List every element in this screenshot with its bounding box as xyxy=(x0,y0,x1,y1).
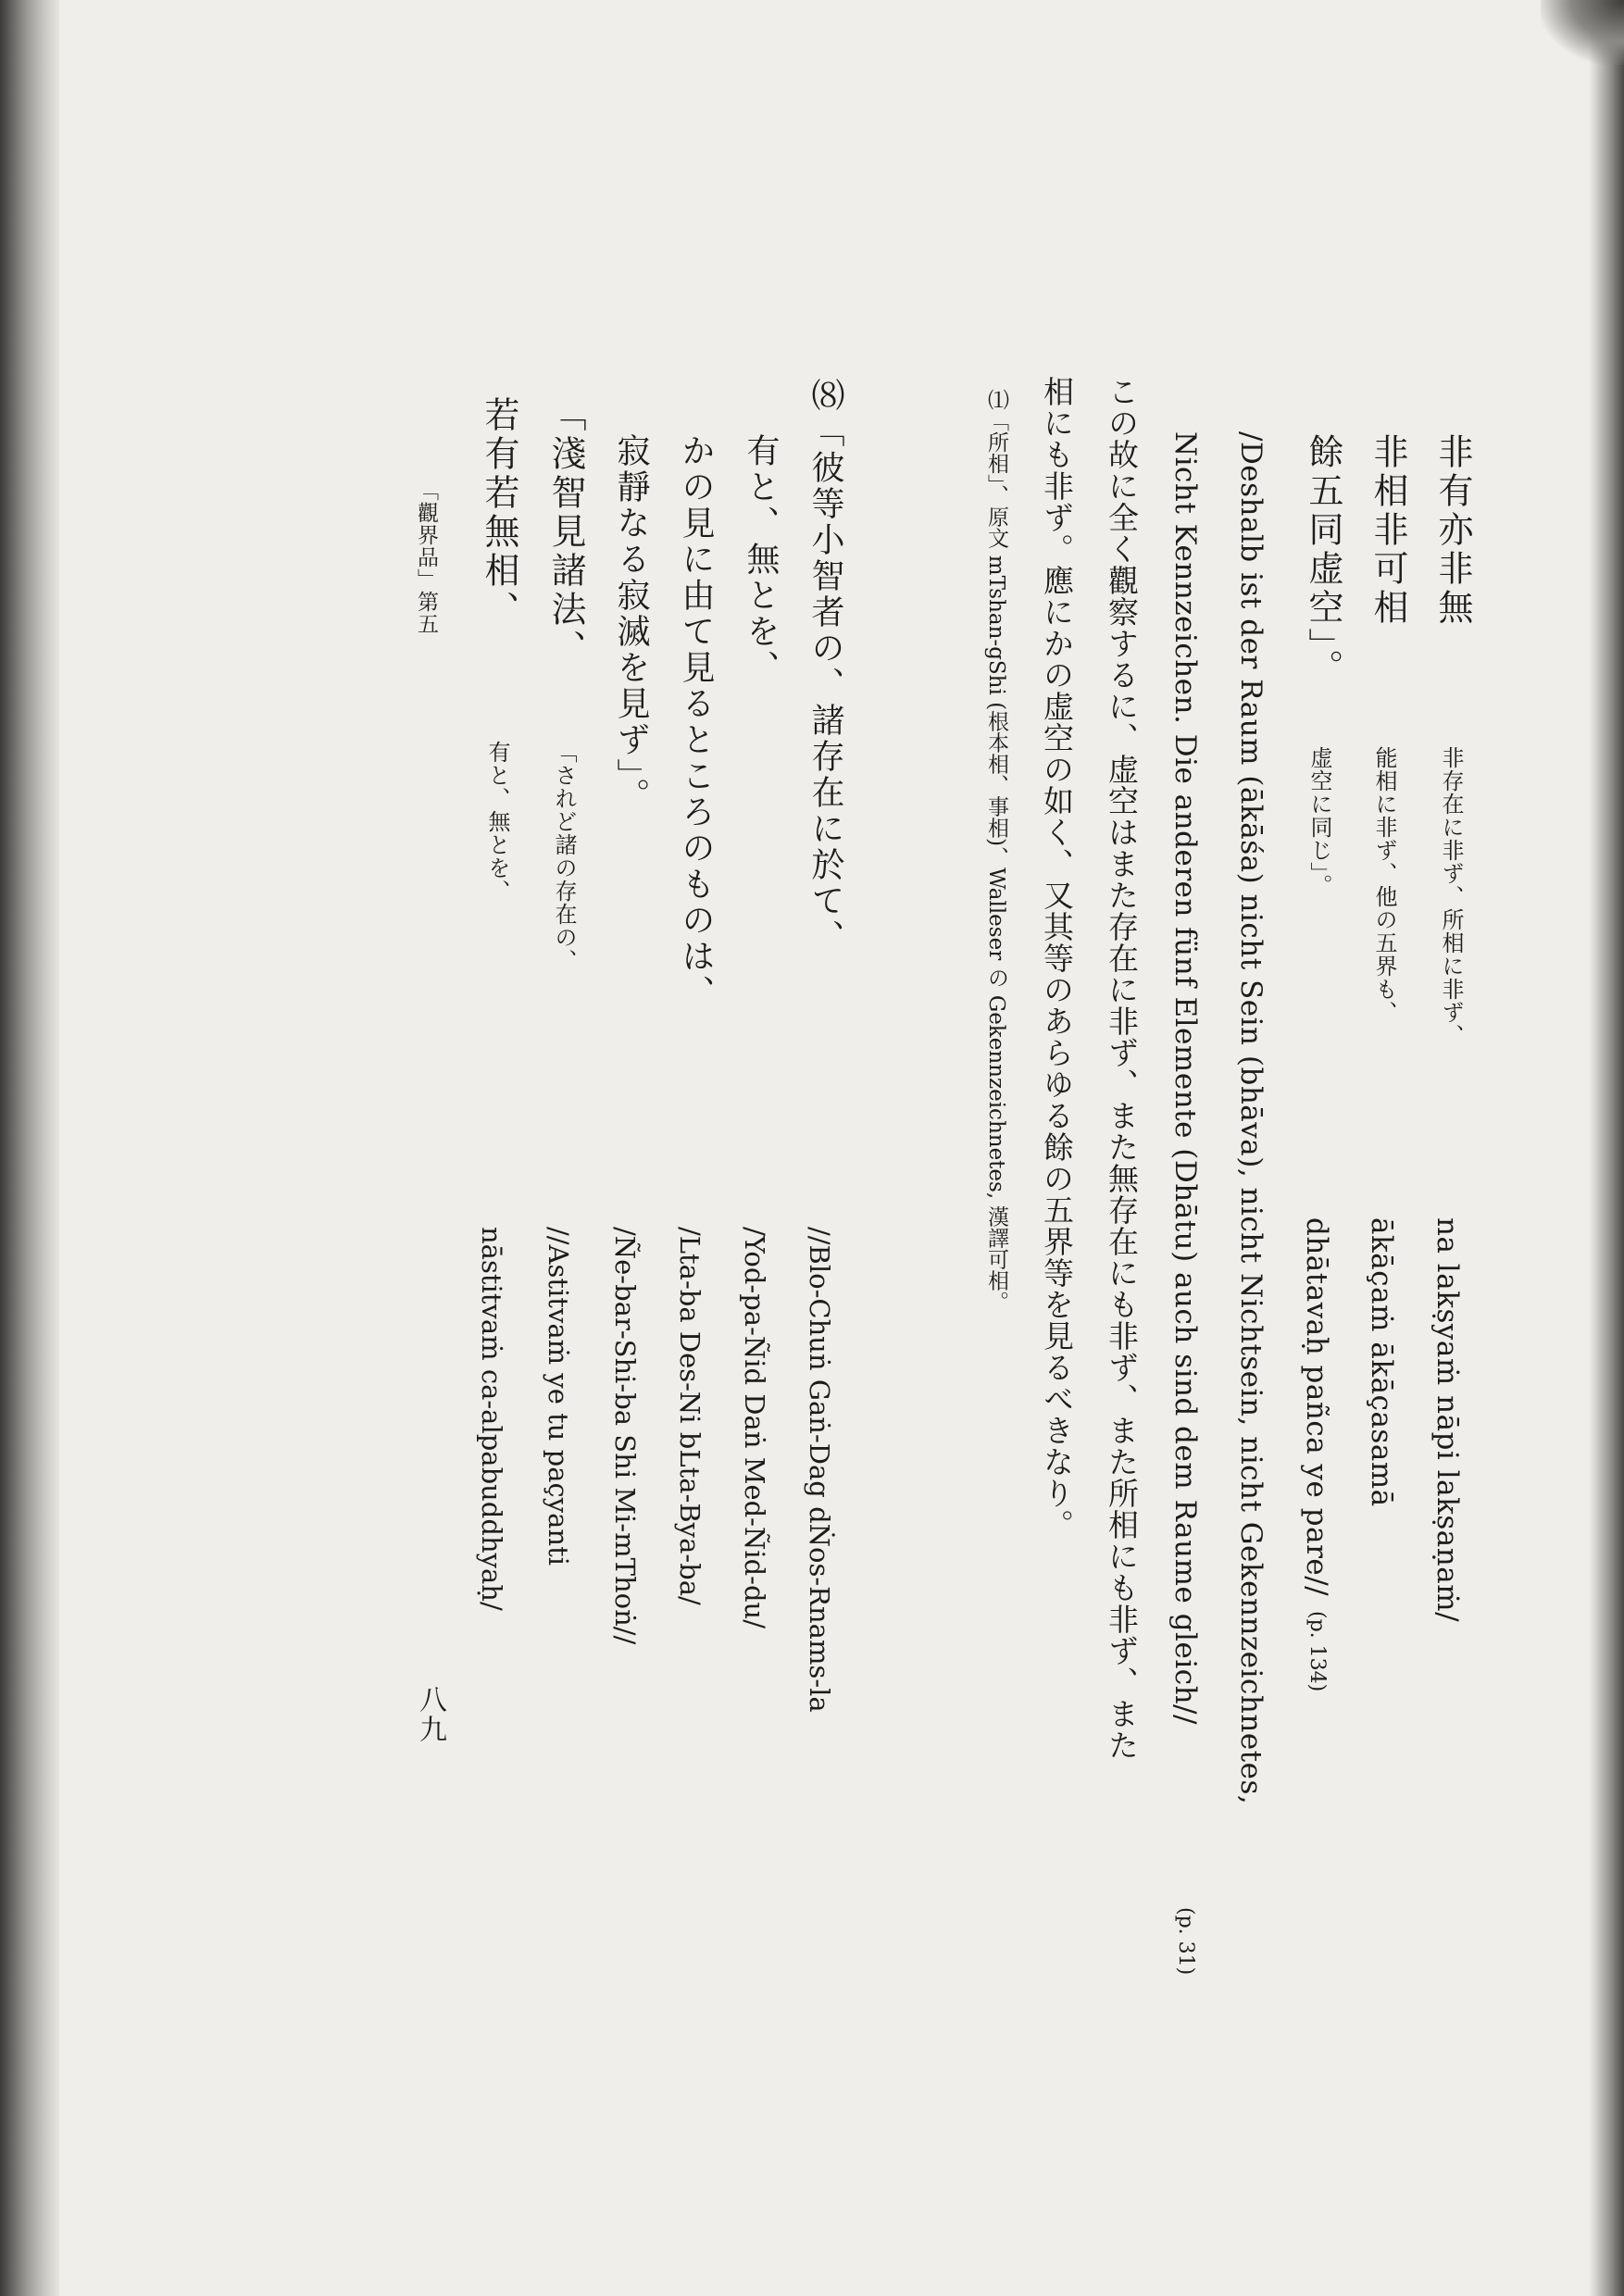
verse1-gloss-line1: 非存在に非ず、所相に非ず、 xyxy=(1438,746,1464,1047)
scan-edge-right xyxy=(1589,0,1624,2296)
section8-line2-roman: /Yod-pa-Ñid Daṅ Med-Ñid-du/ xyxy=(739,1227,770,1628)
section8-line6-gloss: 有と、無とを、 xyxy=(484,741,510,903)
section8-line3-roman: /Lta-ba Des-Ni bLta-Bya-ba/ xyxy=(674,1227,706,1605)
verse1-chinese-line3: 餘五同虚空」。 xyxy=(1303,433,1343,688)
section8-line5-gloss: 「されど諸の存在の、 xyxy=(551,741,577,972)
section8-line1-text: ⑻「彼等小智者の、諸存在に於て、 xyxy=(806,378,844,955)
section8-line5-text: 「淺智見諸法、 xyxy=(545,396,586,668)
footnote: ⑴「所相」、原文 mTshan-gShi (根本相、事相)、Walleser の Gekennzeichnetes, 漢譯可相。 xyxy=(984,389,1008,1313)
chapter-footer: 「觀界品」第五 xyxy=(414,480,438,635)
section8-line5-roman: //Astitvaṁ ye tu paçyanti xyxy=(543,1227,574,1566)
section8-line3-text: かの見に由て見るところのものは、 xyxy=(677,433,715,1011)
verse1-gloss-line3: 虚空に同じ」。 xyxy=(1306,746,1332,897)
section8-line2-text: 有と、無とを、 xyxy=(742,433,780,686)
verse1-gloss-line2: 能相に非ず、他の五界も、 xyxy=(1371,746,1397,1024)
scan-corner xyxy=(1541,0,1624,65)
verse1-roman-line1: na lakṣyaṁ nāpi lakṣaṇaṁ/ xyxy=(1430,1217,1464,1623)
section8-line4-roman: /Ñe-bar-Shi-ba Shi Mi-mThoṅ// xyxy=(609,1227,641,1645)
verse1-chinese-line2: 非相非可相 xyxy=(1368,433,1408,628)
verse1-roman-line2: ākāçaṁ ākāçasamā xyxy=(1365,1217,1398,1507)
commentary-line1: この故に全く觀察するに、虚空はまた存在に非ず、また無存在にも非ず、また所相にも非ず、また xyxy=(1104,376,1140,1761)
section8-line6-text: 若有若無相、 xyxy=(479,396,519,630)
section8-line1-roman: //Blo-Chuṅ Gaṅ-Dag dṄos-Rnams-la xyxy=(804,1227,835,1713)
german-page-ref: (p. 31) xyxy=(1174,1907,1197,1976)
commentary-line2: 相にも非ず。應にかの虚空の如く、又其等のあらゆる餘の五界等を見るべきなり。 xyxy=(1039,376,1075,1541)
verse1-page-ref: (p. 134) xyxy=(1305,1611,1329,1692)
section8-line4-text: 寂靜なる寂滅を見ず」。 xyxy=(612,433,650,814)
page-number: 八九 xyxy=(414,1685,446,1744)
verse1-chinese-line1: 非有亦非無 xyxy=(1432,433,1473,628)
section8-line6-roman: nāstitvaṁ ca-alpabuddhyaḥ/ xyxy=(476,1227,507,1611)
scan-edge-left xyxy=(0,0,59,2296)
german-line1: /Deshalb ist der Raum (ākāśa) nicht Sein (bhāva), nicht Nichtsein, nicht Gekennzeichnetes, xyxy=(1234,431,1268,1805)
german-line2: Nicht Kennzeichen. Die anderen fünf Elemente (Dhātu) auch sind dem Raume gleich// xyxy=(1168,431,1202,1725)
verse1-roman-line3: dhātavaḥ pañca ye pare// xyxy=(1300,1217,1333,1597)
